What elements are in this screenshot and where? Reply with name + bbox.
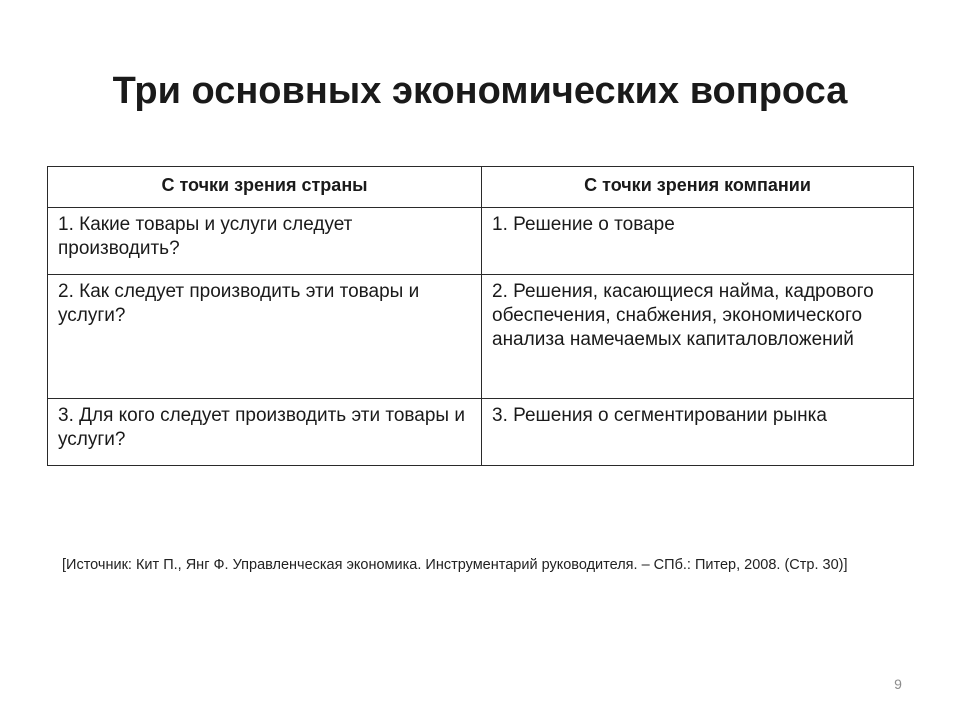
table-cell-country: 1. Какие товары и услуги следует производить? xyxy=(48,208,482,275)
table-cell-country: 3. Для кого следует производить эти товары и услуги? xyxy=(48,399,482,466)
source-citation: [Источник: Кит П., Янг Ф. Управленческая экономика. Инструментарий руководителя. – СПб.: Питер, 2008. (Стр. 30)] xyxy=(62,557,848,573)
table-cell-company: 1. Решение о товаре xyxy=(482,208,914,275)
table-cell-company: 3. Решения о сегментировании рынка xyxy=(482,399,914,466)
slide-title: Три основных экономических вопроса xyxy=(112,70,848,112)
table-cell-company: 2. Решения, касающиеся найма, кадрового обеспечения, снабжения, экономического анализа намечаемых капиталовложений xyxy=(482,275,914,399)
table-row xyxy=(48,208,914,275)
table-row xyxy=(48,399,914,466)
table-header-row xyxy=(48,167,914,208)
table-cell-country: 2. Как следует производить эти товары и услуги? xyxy=(48,275,482,399)
page-number: 9 xyxy=(894,676,902,692)
questions-table xyxy=(47,166,914,466)
header-country: С точки зрения страны xyxy=(48,167,482,208)
table-row xyxy=(48,275,914,399)
header-company: С точки зрения компании xyxy=(482,167,914,208)
